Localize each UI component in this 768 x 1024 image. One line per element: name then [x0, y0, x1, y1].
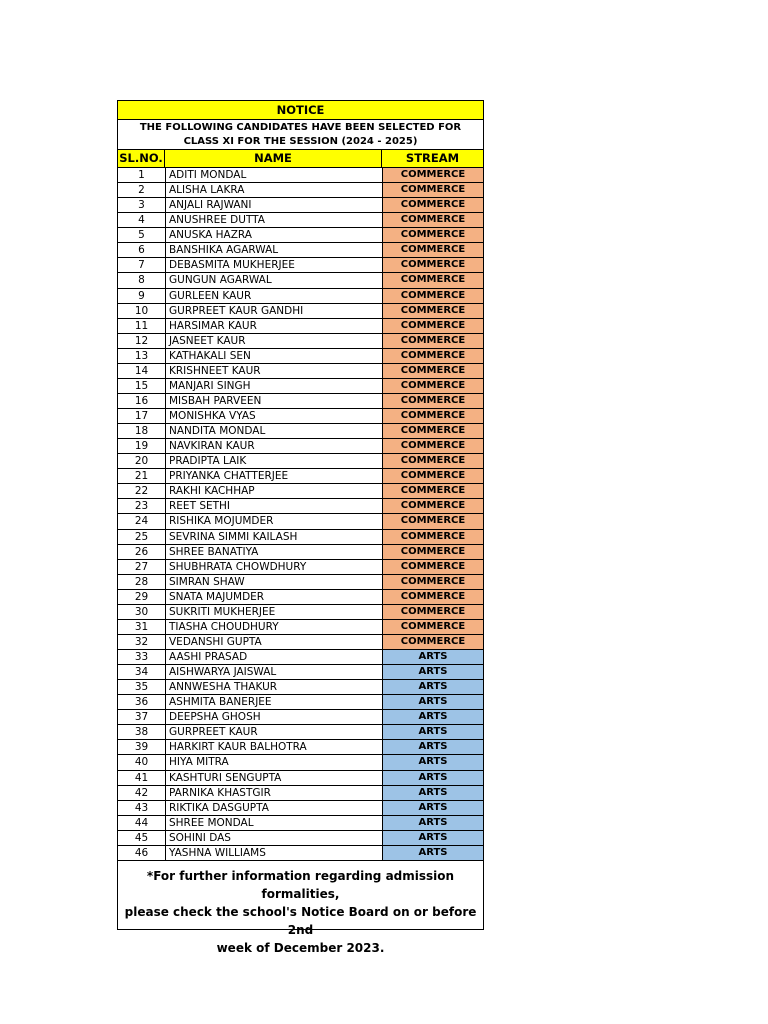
- header-slno: SL.NO.: [118, 150, 165, 167]
- row-slno: 1: [118, 168, 166, 182]
- row-name: RIKTIKA DASGUPTA: [166, 801, 383, 815]
- row-stream: ARTS: [383, 680, 483, 694]
- row-stream: COMMERCE: [383, 228, 483, 242]
- row-slno: 40: [118, 755, 166, 769]
- row-name: GURPREET KAUR GANDHI: [166, 304, 383, 318]
- row-stream: COMMERCE: [383, 258, 483, 272]
- footer-line-3: week of December 2023.: [216, 940, 385, 955]
- table-row: [118, 289, 483, 304]
- table-row: [118, 846, 483, 861]
- row-stream: COMMERCE: [383, 635, 483, 649]
- row-name: KASHTURI SENGUPTA: [166, 771, 383, 785]
- row-name: ADITI MONDAL: [166, 168, 383, 182]
- table-row: [118, 258, 483, 273]
- row-slno: 28: [118, 575, 166, 589]
- table-row: [118, 213, 483, 228]
- row-slno: 46: [118, 846, 166, 860]
- row-stream: ARTS: [383, 710, 483, 724]
- row-slno: 13: [118, 349, 166, 363]
- row-name: SEVRINA SIMMI KAILASH: [166, 530, 383, 544]
- row-stream: ARTS: [383, 786, 483, 800]
- row-slno: 9: [118, 289, 166, 303]
- row-stream: ARTS: [383, 695, 483, 709]
- row-stream: COMMERCE: [383, 289, 483, 303]
- row-slno: 25: [118, 530, 166, 544]
- row-name: GURLEEN KAUR: [166, 289, 383, 303]
- row-stream: COMMERCE: [383, 243, 483, 257]
- table-row: [118, 243, 483, 258]
- row-name: AISHWARYA JAISWAL: [166, 665, 383, 679]
- table-row: [118, 334, 483, 349]
- header-stream: STREAM: [405, 151, 460, 165]
- row-stream: COMMERCE: [383, 499, 483, 513]
- table-row: [118, 635, 483, 650]
- row-slno: 6: [118, 243, 166, 257]
- row-name: MISBAH PARVEEN: [166, 394, 383, 408]
- row-slno: 34: [118, 665, 166, 679]
- row-stream: COMMERCE: [383, 319, 483, 333]
- notice-title: NOTICE: [118, 101, 483, 120]
- row-name: MONISHKA VYAS: [166, 409, 383, 423]
- table-row: [118, 379, 483, 394]
- row-stream: COMMERCE: [383, 424, 483, 438]
- table-row: [118, 183, 483, 198]
- row-slno: 44: [118, 816, 166, 830]
- table-header: [118, 150, 483, 168]
- footer-note: [118, 861, 483, 955]
- row-name: GUNGUN AGARWAL: [166, 273, 383, 287]
- table-row: [118, 786, 483, 801]
- row-name: SIMRAN SHAW: [166, 575, 383, 589]
- row-slno: 8: [118, 273, 166, 287]
- row-stream: ARTS: [383, 665, 483, 679]
- row-name: DEBASMITA MUKHERJEE: [166, 258, 383, 272]
- table-row: [118, 394, 483, 409]
- row-stream: COMMERCE: [383, 454, 483, 468]
- row-stream: ARTS: [383, 650, 483, 664]
- table-row: [118, 771, 483, 786]
- table-row: [118, 168, 483, 183]
- row-slno: 35: [118, 680, 166, 694]
- row-stream: ARTS: [383, 725, 483, 739]
- row-slno: 12: [118, 334, 166, 348]
- row-name: SUKRITI MUKHERJEE: [166, 605, 383, 619]
- row-name: KRISHNEET KAUR: [166, 364, 383, 378]
- table-row: [118, 650, 483, 665]
- table-row: [118, 349, 483, 364]
- row-name: BANSHIKA AGARWAL: [166, 243, 383, 257]
- table-row: [118, 484, 483, 499]
- row-slno: 11: [118, 319, 166, 333]
- table-row: [118, 409, 483, 424]
- row-slno: 4: [118, 213, 166, 227]
- row-stream: ARTS: [383, 740, 483, 754]
- row-stream: COMMERCE: [383, 334, 483, 348]
- row-name: TIASHA CHOUDHURY: [166, 620, 383, 634]
- row-stream: COMMERCE: [383, 213, 483, 227]
- row-slno: 21: [118, 469, 166, 483]
- row-slno: 32: [118, 635, 166, 649]
- row-slno: 3: [118, 198, 166, 212]
- row-slno: 15: [118, 379, 166, 393]
- row-slno: 43: [118, 801, 166, 815]
- table-row: [118, 831, 483, 846]
- table-row: [118, 695, 483, 710]
- notice-sheet: [117, 100, 484, 955]
- header-name: NAME: [165, 150, 382, 167]
- table-row: [118, 590, 483, 605]
- row-stream: COMMERCE: [383, 605, 483, 619]
- row-name: HARSIMAR KAUR: [166, 319, 383, 333]
- row-name: ANJALI RAJWANI: [166, 198, 383, 212]
- table-row: [118, 755, 483, 770]
- row-slno: 45: [118, 831, 166, 845]
- row-slno: 22: [118, 484, 166, 498]
- table-row: [118, 439, 483, 454]
- row-slno: 16: [118, 394, 166, 408]
- row-stream: COMMERCE: [383, 409, 483, 423]
- table-row: [118, 454, 483, 469]
- row-slno: 27: [118, 560, 166, 574]
- row-slno: 24: [118, 514, 166, 528]
- table-row: [118, 620, 483, 635]
- row-name: NANDITA MONDAL: [166, 424, 383, 438]
- row-name: SHUBHRATA CHOWDHURY: [166, 560, 383, 574]
- row-stream: COMMERCE: [383, 575, 483, 589]
- row-stream: COMMERCE: [383, 530, 483, 544]
- row-name: RISHIKA MOJUMDER: [166, 514, 383, 528]
- candidate-table-body: [118, 168, 483, 861]
- table-row: [118, 740, 483, 755]
- row-name: MANJARI SINGH: [166, 379, 383, 393]
- row-stream: COMMERCE: [383, 168, 483, 182]
- row-stream: COMMERCE: [383, 545, 483, 559]
- row-slno: 37: [118, 710, 166, 724]
- table-row: [118, 514, 483, 529]
- row-slno: 31: [118, 620, 166, 634]
- table-row: [118, 228, 483, 243]
- row-slno: 5: [118, 228, 166, 242]
- row-slno: 2: [118, 183, 166, 197]
- table-row: [118, 499, 483, 514]
- row-name: ALISHA LAKRA: [166, 183, 383, 197]
- row-slno: 30: [118, 605, 166, 619]
- footer-line-1: *For further information regarding admission formalities,: [146, 868, 455, 901]
- table-row: [118, 560, 483, 575]
- row-stream: ARTS: [383, 755, 483, 769]
- row-name: ANUSHREE DUTTA: [166, 213, 383, 227]
- row-stream: COMMERCE: [383, 484, 483, 498]
- row-name: PRADIPTA LAIK: [166, 454, 383, 468]
- row-name: RAKHI KACHHAP: [166, 484, 383, 498]
- row-slno: 7: [118, 258, 166, 272]
- row-name: NAVKIRAN KAUR: [166, 439, 383, 453]
- row-name: KATHAKALI SEN: [166, 349, 383, 363]
- row-slno: 23: [118, 499, 166, 513]
- table-row: [118, 801, 483, 816]
- row-name: SNATA MAJUMDER: [166, 590, 383, 604]
- row-stream: COMMERCE: [383, 364, 483, 378]
- row-slno: 17: [118, 409, 166, 423]
- row-name: ASHMITA BANERJEE: [166, 695, 383, 709]
- row-slno: 10: [118, 304, 166, 318]
- row-slno: 39: [118, 740, 166, 754]
- row-slno: 20: [118, 454, 166, 468]
- row-stream: COMMERCE: [383, 304, 483, 318]
- row-name: HARKIRT KAUR BALHOTRA: [166, 740, 383, 754]
- row-name: GURPREET KAUR: [166, 725, 383, 739]
- table-row: [118, 469, 483, 484]
- table-row: [118, 424, 483, 439]
- row-stream: COMMERCE: [383, 273, 483, 287]
- row-name: REET SETHI: [166, 499, 383, 513]
- row-stream: COMMERCE: [383, 349, 483, 363]
- row-name: PARNIKA KHASTGIR: [166, 786, 383, 800]
- row-name: SOHINI DAS: [166, 831, 383, 845]
- table-row: [118, 710, 483, 725]
- subtitle-line-2: CLASS XI FOR THE SESSION (2024 - 2025): [183, 136, 418, 147]
- row-name: SHREE BANATIYA: [166, 545, 383, 559]
- table-row: [118, 545, 483, 560]
- row-stream: COMMERCE: [383, 379, 483, 393]
- row-name: ANUSKA HAZRA: [166, 228, 383, 242]
- row-slno: 42: [118, 786, 166, 800]
- row-stream: COMMERCE: [383, 469, 483, 483]
- row-stream: COMMERCE: [383, 514, 483, 528]
- row-stream: COMMERCE: [383, 183, 483, 197]
- row-slno: 36: [118, 695, 166, 709]
- row-stream: ARTS: [383, 846, 483, 860]
- table-row: [118, 364, 483, 379]
- row-name: HIYA MITRA: [166, 755, 383, 769]
- table-row: [118, 273, 483, 288]
- row-slno: 29: [118, 590, 166, 604]
- row-stream: ARTS: [383, 831, 483, 845]
- row-slno: 18: [118, 424, 166, 438]
- table-row: [118, 530, 483, 545]
- row-slno: 38: [118, 725, 166, 739]
- row-slno: 26: [118, 545, 166, 559]
- row-stream: ARTS: [383, 801, 483, 815]
- table-row: [118, 665, 483, 680]
- row-stream: COMMERCE: [383, 560, 483, 574]
- footer-line-2: please check the school's Notice Board on or before 2nd: [124, 904, 477, 937]
- row-slno: 33: [118, 650, 166, 664]
- table-row: [118, 575, 483, 590]
- row-slno: 41: [118, 771, 166, 785]
- row-name: DEEPSHA GHOSH: [166, 710, 383, 724]
- table-row: [118, 304, 483, 319]
- row-stream: COMMERCE: [383, 198, 483, 212]
- row-name: ANNWESHA THAKUR: [166, 680, 383, 694]
- row-name: VEDANSHI GUPTA: [166, 635, 383, 649]
- table-row: [118, 319, 483, 334]
- table-row: [118, 680, 483, 695]
- row-stream: COMMERCE: [383, 590, 483, 604]
- row-stream: COMMERCE: [383, 439, 483, 453]
- row-slno: 14: [118, 364, 166, 378]
- row-slno: 19: [118, 439, 166, 453]
- notice-subtitle: [118, 120, 483, 150]
- row-name: YASHNA WILLIAMS: [166, 846, 383, 860]
- table-row: [118, 198, 483, 213]
- row-stream: COMMERCE: [383, 394, 483, 408]
- row-name: JASNEET KAUR: [166, 334, 383, 348]
- row-stream: ARTS: [383, 771, 483, 785]
- table-row: [118, 725, 483, 740]
- row-name: AASHI PRASAD: [166, 650, 383, 664]
- row-name: PRIYANKA CHATTERJEE: [166, 469, 383, 483]
- row-stream: ARTS: [383, 816, 483, 830]
- table-row: [118, 816, 483, 831]
- row-name: SHREE MONDAL: [166, 816, 383, 830]
- subtitle-line-1: THE FOLLOWING CANDIDATES HAVE BEEN SELECTED FOR: [139, 122, 462, 133]
- table-row: [118, 605, 483, 620]
- row-stream: COMMERCE: [383, 620, 483, 634]
